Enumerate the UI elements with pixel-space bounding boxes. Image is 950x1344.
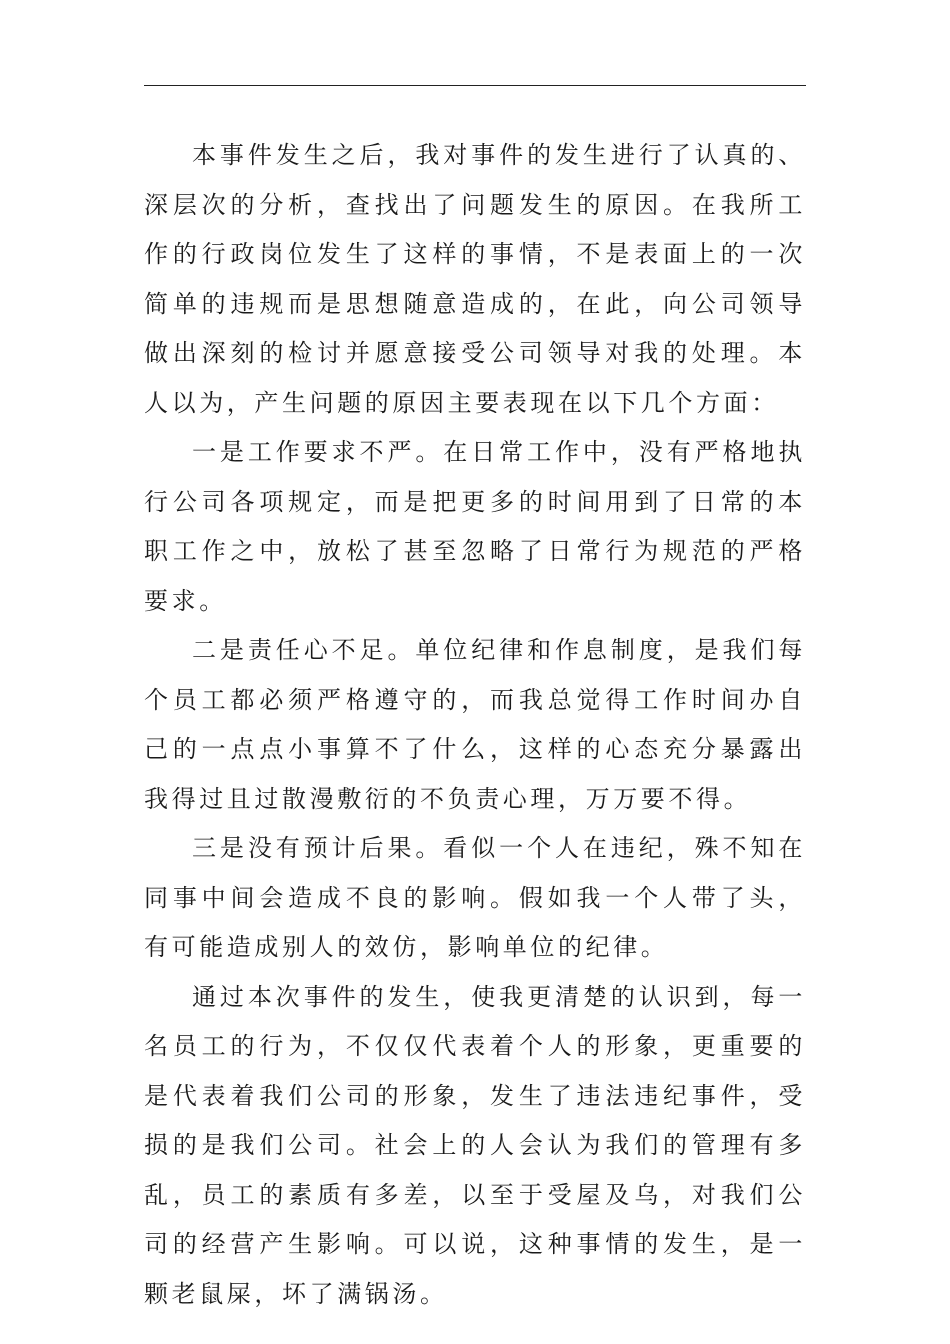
paragraph-point-one: 一是工作要求不严。在日常工作中，没有严格地执行公司各项规定，而是把更多的时间用到了日常的本职工作之中，放松了甚至忽略了日常行为规范的严格要求。 [144, 438, 806, 615]
header-rule [144, 85, 806, 86]
paragraph-point-three: 三是没有预计后果。看似一个人在违纪，殊不知在同事中间会造成不良的影响。假如我一个人带了头，有可能造成别人的效仿，影响单位的纪律。 [144, 834, 806, 961]
paragraph-intro: 本事件发生之后，我对事件的发生进行了认真的、深层次的分析，查找出了问题发生的原因。在我所工作的行政岗位发生了这样的事情，不是表面上的一次简单的违规而是思想随意造成的，在此，向公司领导做出深刻的检讨并愿意接受公司领导对我的处理。本人以为，产生问题的原因主要表现在以下几个方面： [144, 141, 806, 417]
document-body [144, 131, 806, 1319]
paragraph-conclusion: 通过本次事件的发生，使我更清楚的认识到，每一名员工的行为，不仅仅代表着个人的形象，更重要的是代表着我们公司的形象，发生了违法违纪事件，受损的是我们公司。社会上的人会认为我们的管理有多乱，员工的素质有多差，以至于受屋及乌，对我们公司的经营产生影响。可以说，这种事情的发生，是一颗老鼠屎，坏了满锅汤。 [144, 982, 806, 1308]
paragraph-point-two: 二是责任心不足。单位纪律和作息制度，是我们每个员工都必须严格遵守的，而我总觉得工作时间办自己的一点点小事算不了什么，这样的心态充分暴露出我得过且过散漫敷衍的不负责心理，万万要不得。 [144, 636, 806, 813]
